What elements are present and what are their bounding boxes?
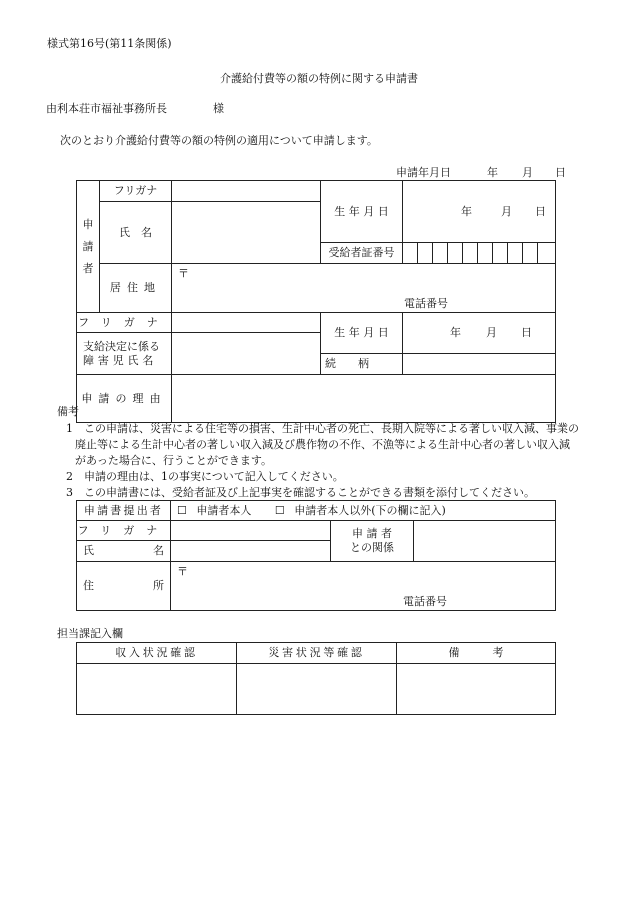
submitter-table [76, 500, 556, 611]
office-heading: 担当課記入欄 [57, 627, 123, 640]
application-date-month: 月 [522, 166, 533, 179]
disaster-check-cell[interactable] [237, 664, 397, 715]
postal-mark: 〒 [178, 267, 189, 280]
applicant-section-label: 申 請 者 [77, 181, 100, 313]
note-text: 申請の理由は、1の事実について記入してください。 [84, 470, 344, 483]
recipient-number-digit[interactable] [448, 243, 463, 264]
remarks-header: 備 考 [397, 643, 556, 664]
recipient-number-digit[interactable] [478, 243, 493, 264]
recipient-number-digit[interactable] [523, 243, 538, 264]
note-number: 1 [66, 422, 73, 435]
recipient-number-digit[interactable] [403, 243, 418, 264]
submitter-self-checkbox[interactable]: ☐ [177, 503, 187, 517]
notes-heading: 備考 [57, 405, 79, 418]
income-check-cell[interactable] [77, 664, 237, 715]
application-date-label: 申請年月日 [396, 166, 451, 179]
child-birth-day: 日 [521, 326, 532, 339]
disaster-check-header: 災害状況等確認 [237, 643, 397, 664]
submitter-name-input[interactable] [171, 541, 331, 562]
submitter-options [171, 501, 556, 521]
submitter-name-label: 氏 名 [77, 541, 171, 562]
child-name-label: 支給決定に係る 障害児氏名 [77, 333, 172, 375]
note-number: 2 [66, 470, 73, 483]
recipient-number-digit[interactable] [538, 243, 556, 264]
note-text: この申請は、災害による住宅等の損害、生計中心者の死亡、長期入院等による著しい収入減、事業の [84, 422, 579, 435]
application-date-day: 日 [555, 166, 566, 179]
reason-input[interactable] [172, 375, 556, 423]
applicant-name-label: 氏 名 [100, 202, 172, 264]
submitter-furigana-label: フリガナ [77, 521, 171, 541]
recipient-number-digit[interactable] [418, 243, 433, 264]
applicant-phone-label: 電話番号 [404, 297, 448, 310]
note-number: 3 [66, 486, 73, 499]
submitter-relation-label: 申 請 者 との関係 [331, 521, 414, 562]
child-furigana-input[interactable] [172, 313, 321, 333]
child-birthdate-input[interactable] [403, 313, 556, 354]
recipient-number-digit[interactable] [493, 243, 508, 264]
applicant-birthdate-input[interactable] [403, 181, 556, 243]
applicant-name-input[interactable] [172, 202, 321, 264]
submitter-relation-input[interactable] [414, 521, 556, 562]
child-birth-year: 年 [450, 326, 461, 339]
applicant-furigana-label: フリガナ [100, 181, 172, 202]
relationship-input[interactable] [403, 354, 556, 375]
application-date-year: 年 [487, 166, 498, 179]
recipient-number-digit[interactable] [463, 243, 478, 264]
form-number: 様式第16号(第11条関係) [47, 37, 172, 50]
note-text: 廃止等による生計中心者の著しい収入減及び農作物の不作、不漁等による生計中心者の著しい収入減 [75, 438, 570, 451]
child-birthdate-label: 生 年 月 日 [321, 313, 403, 354]
honorific: 様 [213, 102, 224, 115]
applicant-birth-month: 月 [501, 204, 512, 218]
child-name-input[interactable] [172, 333, 321, 375]
applicant-address-label: 居住地 [100, 264, 172, 313]
submitter-phone-label: 電話番号 [403, 595, 447, 608]
recipient-number-digit[interactable] [508, 243, 523, 264]
child-furigana-label: フリガナ [77, 313, 172, 333]
page-title: 介護給付費等の額の特例に関する申請書 [220, 72, 418, 85]
relationship-label: 続 柄 [321, 354, 403, 375]
applicant-furigana-input[interactable] [172, 181, 321, 202]
applicant-birth-year: 年 [461, 204, 472, 218]
submitter-other-label: 申請者本人以外(下の欄に記入) [294, 503, 446, 517]
office-use-table [76, 642, 556, 715]
application-form-table [76, 180, 556, 423]
reason-label: 申請の理由 [77, 375, 172, 423]
submitter-other-checkbox[interactable]: ☐ [274, 503, 285, 517]
applicant-birthdate-label: 生 年 月 日 [321, 181, 403, 243]
note-text: この申請書には、受給者証及び上記事実を確認することができる書類を添付してください。 [84, 486, 535, 499]
income-check-header: 収入状況確認 [77, 643, 237, 664]
submitter-address-input[interactable] [171, 562, 556, 611]
addressee: 由利本荘市福祉事務所長 [46, 102, 167, 115]
submitter-address-label: 住 所 [77, 562, 171, 611]
applicant-birth-day: 日 [535, 204, 546, 218]
applicant-address-input[interactable] [172, 264, 556, 313]
submitter-postal-mark: 〒 [177, 565, 188, 578]
note-text: があった場合に、行うことができます。 [75, 454, 273, 467]
recipient-number-label: 受給者証番号 [321, 243, 403, 264]
child-birth-month: 月 [486, 326, 497, 339]
submitter-furigana-input[interactable] [171, 521, 331, 541]
submitter-self-label: 申請者本人 [196, 503, 252, 517]
submitter-label: 申請書提出者 [77, 501, 171, 521]
remarks-cell[interactable] [397, 664, 556, 715]
recipient-number-digit[interactable] [433, 243, 448, 264]
intro-text: 次のとおり介護給付費等の額の特例の適用について申請します。 [60, 134, 378, 147]
